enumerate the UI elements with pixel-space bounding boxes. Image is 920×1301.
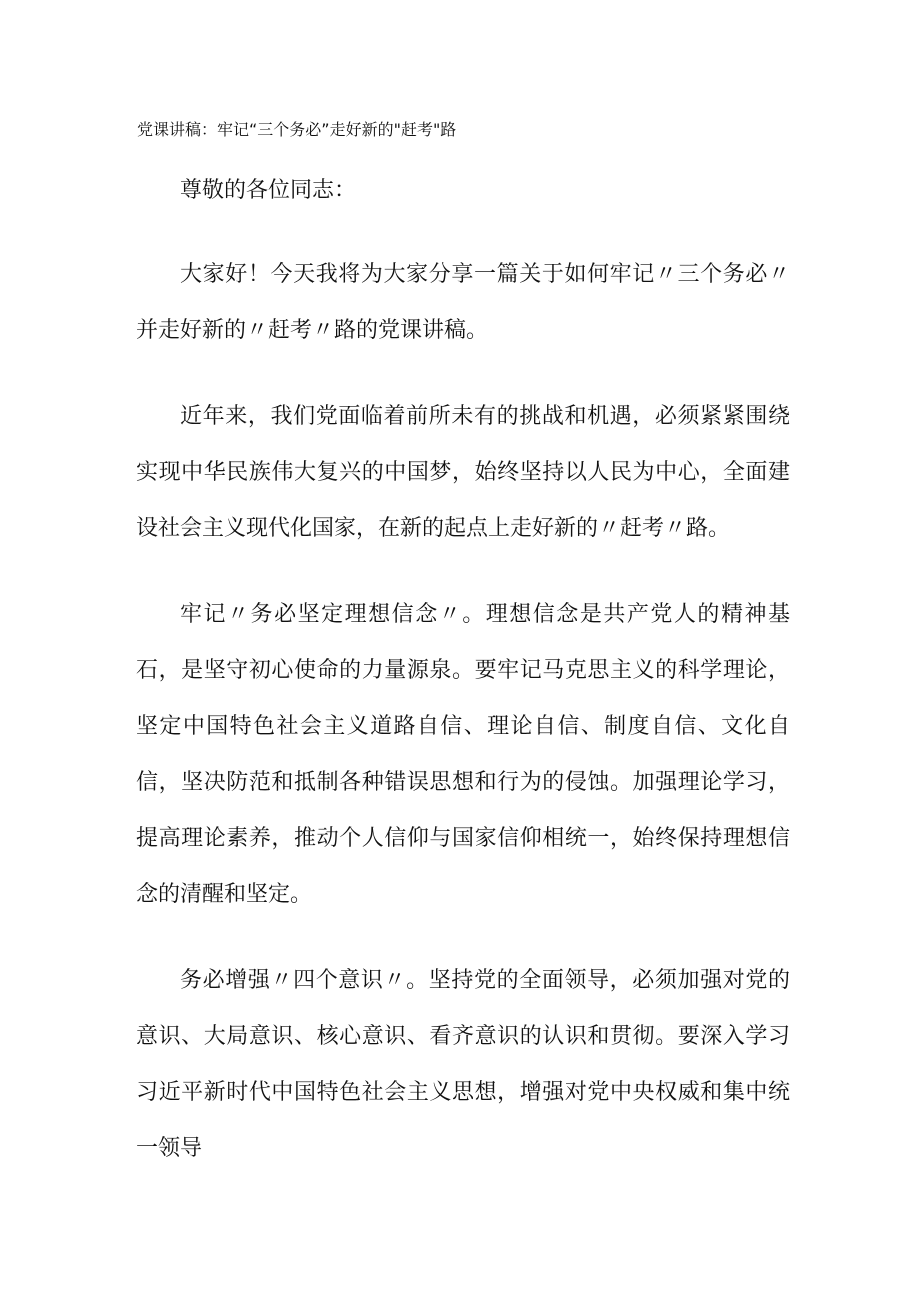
- ideals-paragraph: 牢记〃务必坚定理想信念〃。理想信念是共产党人的精神基石，是坚守初心使命的力量源泉。要牢记马克思主义的科学理论，坚定中国特色社会主义道路自信、理论自信、制度自信、文化自信，坚决防范和抵制各种错误思想和行为的侵蚀。加强理论学习，提高理论素养，推动个人信仰与国家信仰相统一，始终保持理想信念的清醒和坚定。: [136, 602, 790, 907]
- four-consciousness-paragraph: 务必增强〃四个意识〃。坚持党的全面领导，必须加强对党的意识、大局意识、核心意识、看齐意识的认识和贯彻。要深入学习习近平新时代中国特色社会主义思想，增强对党中央权威和集中统一领导: [136, 968, 790, 1161]
- intro-paragraph: 大家好！今天我将为大家分享一篇关于如何牢记〃三个务必〃并走好新的〃赶考〃路的党课讲稿。: [136, 262, 790, 343]
- background-paragraph: 近年来，我们党面临着前所未有的挑战和机遇，必须紧紧围绕实现中华民族伟大复兴的中国梦，始终坚持以人民为中心，全面建设社会主义现代化国家，在新的起点上走好新的〃赶考〃路。: [136, 404, 790, 541]
- document-title: 党课讲稿：牢记“三个务必”走好新的"赶考"路: [137, 120, 457, 139]
- document-body: [136, 163, 790, 1207]
- greeting-paragraph: 尊敬的各位同志：: [180, 178, 357, 203]
